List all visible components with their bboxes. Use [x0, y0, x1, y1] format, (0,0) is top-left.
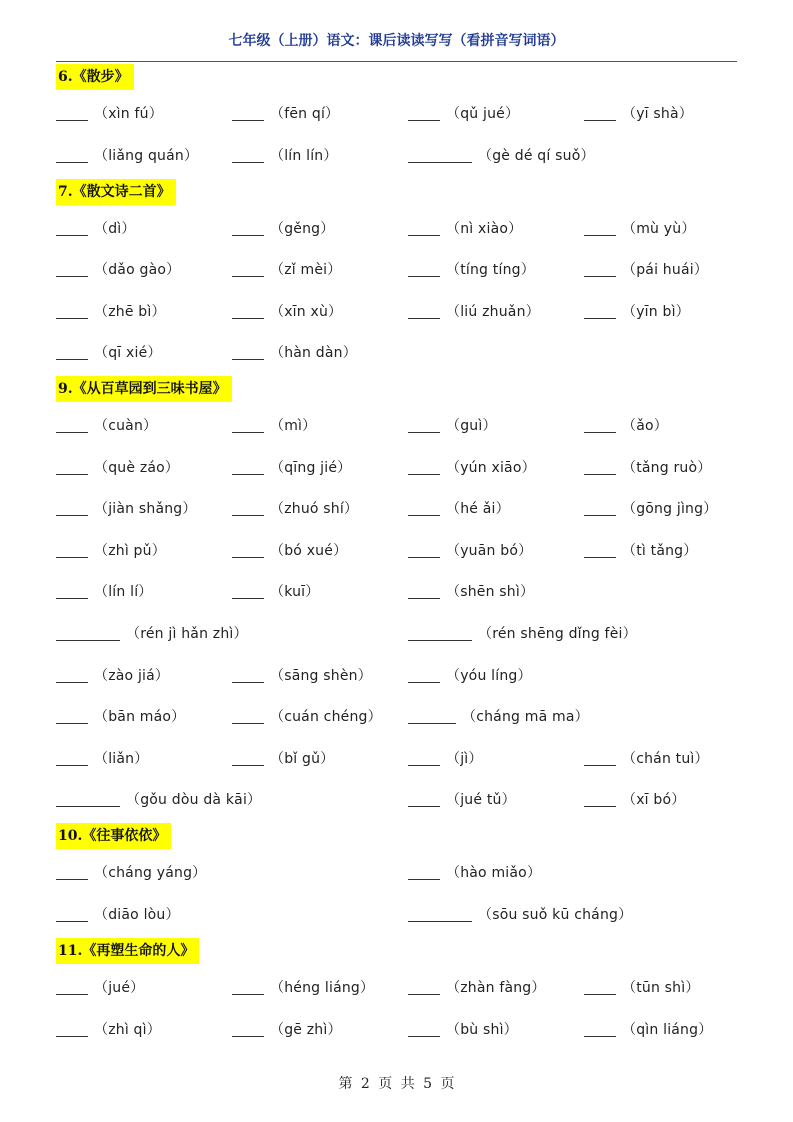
pinyin-item: （qìn liáng） [584, 1019, 712, 1041]
answer-blank[interactable] [584, 235, 616, 236]
pinyin-item: （xīn xù） [232, 301, 342, 323]
answer-blank[interactable] [232, 120, 264, 121]
answer-blank[interactable] [408, 120, 440, 121]
pinyin-item: （hào miǎo） [408, 862, 541, 884]
pinyin-item: （gǒu dòu dà kāi） [56, 789, 261, 811]
pinyin-item: （zhì qì） [56, 1019, 161, 1041]
answer-blank[interactable] [584, 765, 616, 766]
answer-blank[interactable] [584, 318, 616, 319]
pinyin-item: （gěng） [232, 218, 334, 240]
pinyin-item: （gē zhì） [232, 1019, 342, 1041]
pinyin-item: （zhē bì） [56, 301, 166, 323]
pinyin-item: （mì） [232, 415, 316, 437]
pinyin-item: （jì） [408, 748, 483, 770]
pinyin-item: （chán tuì） [584, 748, 709, 770]
answer-blank[interactable] [56, 765, 88, 766]
answer-blank[interactable] [232, 765, 264, 766]
pinyin-item: （jiàn shǎng） [56, 498, 197, 520]
pinyin-item: （gè dé qí suǒ） [408, 145, 595, 167]
pinyin-item: （jué tǔ） [408, 789, 516, 811]
answer-blank[interactable] [584, 1036, 616, 1037]
answer-blank[interactable] [584, 557, 616, 558]
answer-blank[interactable] [56, 1036, 88, 1037]
pinyin-item: （kuī） [232, 581, 319, 603]
pinyin-item: （cuàn） [56, 415, 157, 437]
pinyin-item: （nì xiào） [408, 218, 522, 240]
answer-blank[interactable] [232, 318, 264, 319]
pinyin-item: （lín lín） [232, 145, 338, 167]
answer-blank[interactable] [232, 235, 264, 236]
pinyin-item: （tǎng ruò） [584, 457, 711, 479]
pinyin-item: （tūn shì） [584, 977, 700, 999]
pinyin-item: （yún xiāo） [408, 457, 536, 479]
pinyin-item: （tíng tíng） [408, 259, 535, 281]
pinyin-item: （liǎn） [56, 748, 148, 770]
answer-blank[interactable] [408, 994, 440, 995]
answer-blank[interactable] [408, 515, 440, 516]
page-title: 七年级（上册）语文：课后读读写写（看拼音写词语） [228, 33, 565, 49]
answer-blank[interactable] [56, 598, 88, 599]
answer-blank[interactable] [584, 120, 616, 121]
pinyin-item: （yī shà） [584, 103, 693, 125]
answer-blank[interactable] [408, 682, 440, 683]
pinyin-item: （bó xué） [232, 540, 347, 562]
pinyin-item: （liǎng quán） [56, 145, 198, 167]
section-title-11: 11.《再塑生命的人》 [56, 938, 199, 964]
answer-blank[interactable] [408, 276, 440, 277]
pinyin-item: （yuān bó） [408, 540, 532, 562]
answer-blank[interactable] [232, 723, 264, 724]
section-title-10: 10.《往事依依》 [56, 823, 171, 849]
pinyin-item: （jué） [56, 977, 144, 999]
answer-blank[interactable] [408, 879, 440, 880]
pinyin-item: （bǐ gǔ） [232, 748, 334, 770]
answer-blank[interactable] [584, 474, 616, 475]
pinyin-item: （zhàn fàng） [408, 977, 546, 999]
answer-blank[interactable] [56, 806, 120, 807]
answer-blank[interactable] [584, 515, 616, 516]
answer-blank[interactable] [408, 162, 472, 163]
answer-blank[interactable] [56, 276, 88, 277]
answer-blank[interactable] [56, 120, 88, 121]
pinyin-item: （zhì pǔ） [56, 540, 166, 562]
header-divider [56, 61, 737, 62]
pinyin-item: （rén shēng dǐng fèi） [408, 623, 637, 645]
page-number: 第 2 页 共 5 页 [338, 1076, 455, 1092]
pinyin-item: （yīn bì） [584, 301, 690, 323]
answer-blank[interactable] [56, 682, 88, 683]
answer-blank[interactable] [56, 640, 120, 641]
answer-blank[interactable] [408, 474, 440, 475]
answer-blank[interactable] [56, 994, 88, 995]
answer-blank[interactable] [584, 432, 616, 433]
answer-blank[interactable] [232, 1036, 264, 1037]
answer-blank[interactable] [56, 318, 88, 319]
answer-blank[interactable] [408, 598, 440, 599]
pinyin-item: （dǎo gào） [56, 259, 180, 281]
section-title-6: 6.《散步》 [56, 64, 134, 90]
pinyin-item: （mù yù） [584, 218, 696, 240]
pinyin-item: （hé ǎi） [408, 498, 510, 520]
answer-blank[interactable] [232, 515, 264, 516]
answer-blank[interactable] [56, 235, 88, 236]
pinyin-item: （cháng mā ma） [408, 706, 589, 728]
pinyin-item: （xī bó） [584, 789, 685, 811]
answer-blank[interactable] [408, 432, 440, 433]
pinyin-item: （sāng shèn） [232, 665, 372, 687]
pinyin-item: （qǔ jué） [408, 103, 519, 125]
answer-blank[interactable] [408, 806, 440, 807]
pinyin-item: （bù shì） [408, 1019, 518, 1041]
answer-blank[interactable] [56, 162, 88, 163]
pinyin-item: （pái huái） [584, 259, 708, 281]
answer-blank[interactable] [232, 598, 264, 599]
pinyin-item: （dì） [56, 218, 136, 240]
pinyin-item: （diāo lòu） [56, 904, 180, 926]
pinyin-item: （rén jì hǎn zhì） [56, 623, 248, 645]
pinyin-item: （fēn qí） [232, 103, 339, 125]
answer-blank[interactable] [408, 557, 440, 558]
pinyin-item: （yóu líng） [408, 665, 532, 687]
pinyin-item: （liú zhuǎn） [408, 301, 540, 323]
answer-blank[interactable] [584, 276, 616, 277]
answer-blank[interactable] [232, 474, 264, 475]
answer-blank[interactable] [56, 359, 88, 360]
answer-blank[interactable] [408, 921, 472, 922]
answer-blank[interactable] [408, 318, 440, 319]
pinyin-item: （héng liáng） [232, 977, 374, 999]
pinyin-item: （què záo） [56, 457, 179, 479]
pinyin-item: （gōng jìng） [584, 498, 717, 520]
answer-blank[interactable] [408, 640, 472, 641]
section-title-7: 7.《散文诗二首》 [56, 179, 176, 205]
pinyin-item: （tì tǎng） [584, 540, 697, 562]
answer-blank[interactable] [584, 994, 616, 995]
answer-blank[interactable] [232, 432, 264, 433]
answer-blank[interactable] [232, 994, 264, 995]
answer-blank[interactable] [56, 515, 88, 516]
section-title-9: 9.《从百草园到三味书屋》 [56, 376, 232, 402]
answer-blank[interactable] [232, 162, 264, 163]
pinyin-item: （shēn shì） [408, 581, 534, 603]
pinyin-item: （zhuó shí） [232, 498, 358, 520]
pinyin-item: （cháng yáng） [56, 862, 206, 884]
pinyin-item: （hàn dàn） [232, 342, 357, 364]
pinyin-item: （guì） [408, 415, 497, 437]
pinyin-item: （lín lí） [56, 581, 152, 603]
pinyin-item: （bān máo） [56, 706, 185, 728]
answer-blank[interactable] [232, 557, 264, 558]
answer-blank[interactable] [408, 765, 440, 766]
answer-blank[interactable] [232, 276, 264, 277]
answer-blank[interactable] [232, 682, 264, 683]
pinyin-item: （qī xié） [56, 342, 162, 364]
answer-blank[interactable] [232, 359, 264, 360]
pinyin-item: （qīng jié） [232, 457, 351, 479]
answer-blank[interactable] [56, 879, 88, 880]
pinyin-item: （xìn fú） [56, 103, 163, 125]
answer-blank[interactable] [56, 474, 88, 475]
answer-blank[interactable] [56, 723, 88, 724]
answer-blank[interactable] [56, 921, 88, 922]
pinyin-item: （ǎo） [584, 415, 668, 437]
answer-blank[interactable] [408, 1036, 440, 1037]
answer-blank[interactable] [56, 557, 88, 558]
answer-blank[interactable] [408, 723, 456, 724]
pinyin-item: （cuán chéng） [232, 706, 382, 728]
answer-blank[interactable] [56, 432, 88, 433]
pinyin-item: （sōu suǒ kū cháng） [408, 904, 632, 926]
answer-blank[interactable] [408, 235, 440, 236]
pinyin-item: （zào jiá） [56, 665, 169, 687]
answer-blank[interactable] [584, 806, 616, 807]
pinyin-item: （zǐ mèi） [232, 259, 341, 281]
